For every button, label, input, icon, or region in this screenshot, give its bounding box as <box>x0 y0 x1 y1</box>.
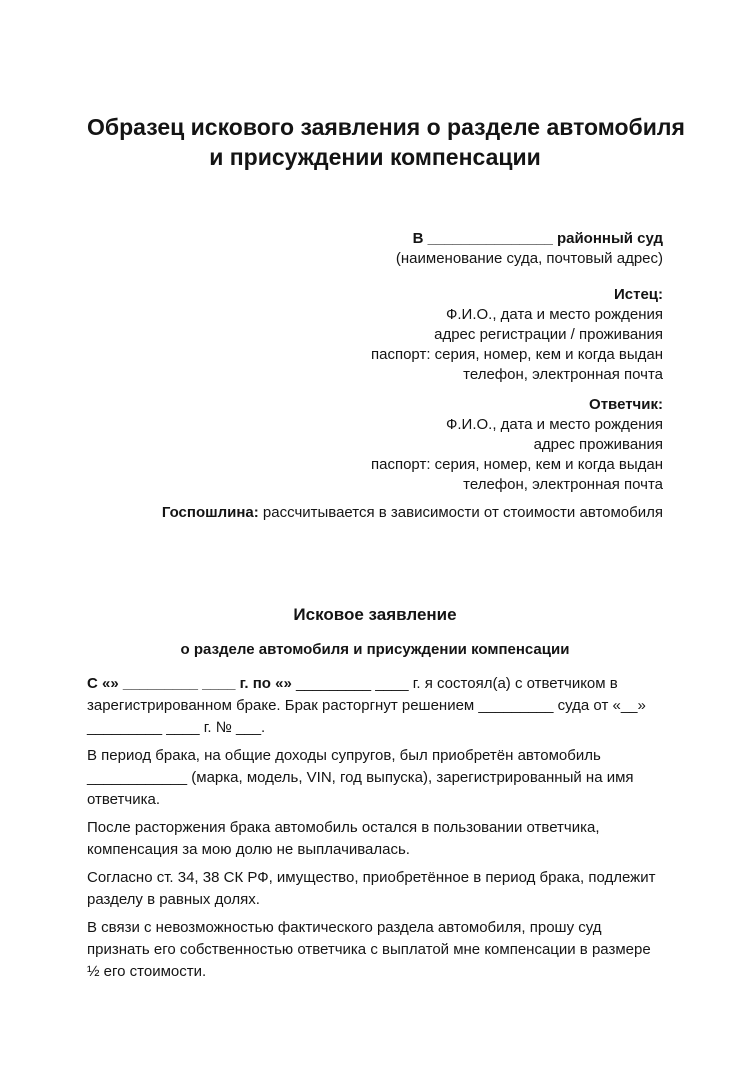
claim-body <box>87 673 663 983</box>
claim-heading: Исковое заявление <box>293 605 457 624</box>
plaintiff-block <box>87 285 663 385</box>
paragraph-claim-request: В связи с невозможностью фактического раздела автомобиля, прошу суд признать его собственностью ответчика с выплатой мне компенсации в размере ½ его стоимости. <box>87 919 651 980</box>
paragraph-marriage-period-bold: С «» _________ ____ г. по «» <box>87 675 292 692</box>
defendant-contacts-line: телефон, электронная почта <box>463 476 663 493</box>
defendant-passport-line: паспорт: серия, номер, кем и когда выдан <box>371 456 663 473</box>
defendant-name-line: Ф.И.О., дата и место рождения <box>445 416 663 433</box>
document-title <box>87 112 685 172</box>
court-name-line: В _______________ районный суд <box>412 230 663 247</box>
paragraph-car-possession: После расторжения брака автомобиль остался в пользовании ответчика, компенсация за мою долю не выплачивалась. <box>87 819 600 858</box>
paragraph-car-purchase: В период брака, на общие доходы супругов, был приобретён автомобиль ____________ (марка, модель, VIN, год выпуска), зарегистрированный на имя ответчика. <box>87 747 634 808</box>
defendant-address-line: адрес проживания <box>533 436 663 453</box>
defendant-label: Ответчик: <box>589 396 663 413</box>
defendant-block <box>87 395 663 495</box>
state-fee-line <box>87 503 663 523</box>
paragraph-marriage-period-rest: _________ ____ г. я состоял(а) с ответчиком в зарегистрированном браке. Брак расторгнут решением _________ суда от «__» _________ ____ г. № ___. <box>87 675 646 736</box>
plaintiff-passport-line: паспорт: серия, номер, кем и когда выдан <box>371 346 663 363</box>
paragraph-marriage-period <box>87 673 663 739</box>
title-line-2: и присуждении компенсации <box>209 144 541 170</box>
state-fee-label: Госпошлина: <box>161 504 259 521</box>
claim-subheading: о разделе автомобиля и присуждении компенсации <box>180 641 570 658</box>
paragraph-legal-basis: Согласно ст. 34, 38 СК РФ, имущество, приобретённое в период брака, подлежит разделу в равных долях. <box>87 869 656 908</box>
plaintiff-label: Истец: <box>613 286 663 303</box>
plaintiff-address-line: адрес регистрации / проживания <box>434 326 663 343</box>
court-header-block <box>87 229 663 523</box>
court-hint-line: (наименование суда, почтовый адрес) <box>395 250 663 267</box>
title-line-1: Образец искового заявления о разделе автомобиля <box>87 114 685 140</box>
plaintiff-name-line: Ф.И.О., дата и место рождения <box>445 306 663 323</box>
court-block <box>87 229 663 269</box>
state-fee-text: рассчитывается в зависимости от стоимости автомобиля <box>258 504 663 521</box>
plaintiff-contacts-line: телефон, электронная почта <box>463 366 663 383</box>
